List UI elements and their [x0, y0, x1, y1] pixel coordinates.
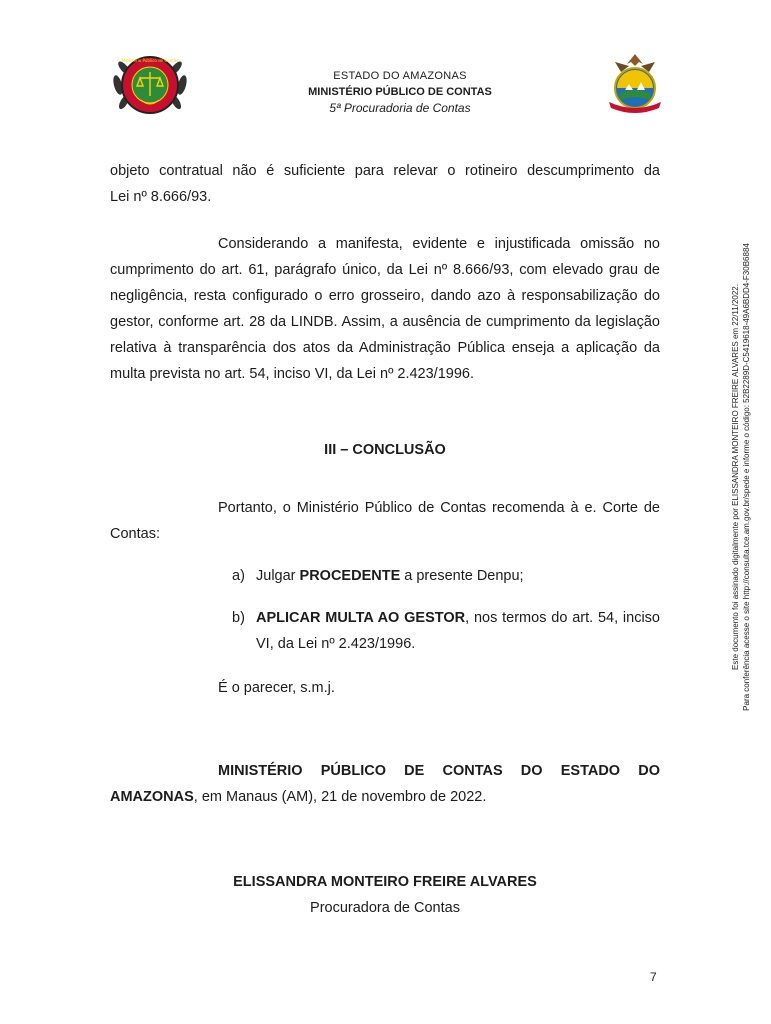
seal-text: Ministério Público de Contas — [121, 58, 179, 63]
place-bold-line1: MINISTÉRIO PÚBLICO DE CONTAS DO ESTADO DO — [218, 763, 660, 779]
list-item-label: b) — [232, 610, 245, 626]
page-number: 7 — [650, 970, 657, 984]
header-state: ESTADO DO AMAZONAS — [333, 70, 467, 82]
paragraph-continuation — [110, 158, 660, 210]
header-procuradoria: 5ª Procuradoria de Contas — [329, 101, 471, 115]
section-heading-conclusao: III – CONCLUSÃO — [324, 442, 446, 458]
amazonas-coat-of-arms-logo — [605, 50, 665, 116]
list-item-text — [256, 605, 660, 657]
item-a-bold: PROCEDENTE — [299, 568, 401, 584]
closing-line: É o parecer, s.m.j. — [218, 680, 335, 696]
place-bold-line2: AMAZONAS — [110, 789, 194, 805]
page-header — [0, 0, 771, 130]
signature-block — [110, 869, 660, 921]
place-date — [110, 758, 660, 810]
header-text-block — [250, 68, 550, 116]
place-rest: , em Manaus (AM), 21 de novembro de 2022. — [193, 789, 487, 805]
side-note-line2: Para conferência acesse o site http://consulta.tce.am.gov.br/spede e informe o código: 52B2289D-C5419618-49A6BDD4-F30B6884 — [742, 243, 751, 711]
item-b-post: , nos termos do art. 54, inciso VI, da Lei nº 2.423/1996. — [256, 610, 660, 652]
list-item-text — [256, 563, 660, 589]
signer-role: Procuradora de Contas — [310, 900, 460, 916]
paragraph-omission: Considerando a manifesta, evidente e injustificada omissão no cumprimento do art. 61, parágrafo único, da Lei nº 8.666/93, com elevado grau de negligência, resta configurado o erro grosseiro, dando azo à responsabilização do gestor, conforme art. 28 da LINDB. Assim, a ausência de cumprimento da legislação relativa à transparência dos atos da Administração Pública enseja a aplicação da multa prevista no art. 54, inciso VI, da Lei nº 2.423/1996. — [110, 236, 660, 382]
signer-name: ELISSANDRA MONTEIRO FREIRE ALVARES — [233, 874, 537, 890]
p1-line1: objeto contratual não é suficiente para relevar o rotineiro descumprimento da — [110, 163, 660, 179]
item-a-pre: Julgar — [256, 568, 300, 584]
item-b-bold: APLICAR MULTA AO GESTOR — [256, 610, 466, 626]
digital-signature-note — [726, 212, 756, 742]
side-note-line1: Este documento foi assinado digitalmente por ELISSANDRA MONTEIRO FREIRE ALVARES em 22/11/2022. — [731, 284, 740, 670]
header-ministry: MINISTÉRIO PÚBLICO DE CONTAS — [308, 86, 492, 98]
list-item-label: a) — [232, 568, 245, 584]
mpc-seal-logo — [110, 52, 190, 118]
paragraph-recommendation: Portanto, o Ministério Público de Contas recomenda à e. Corte de Contas: — [110, 500, 660, 542]
item-a-post: a presente Denpu; — [400, 568, 524, 584]
p1-line2: Lei nº 8.666/93. — [110, 189, 212, 205]
place-line2 — [110, 784, 660, 810]
